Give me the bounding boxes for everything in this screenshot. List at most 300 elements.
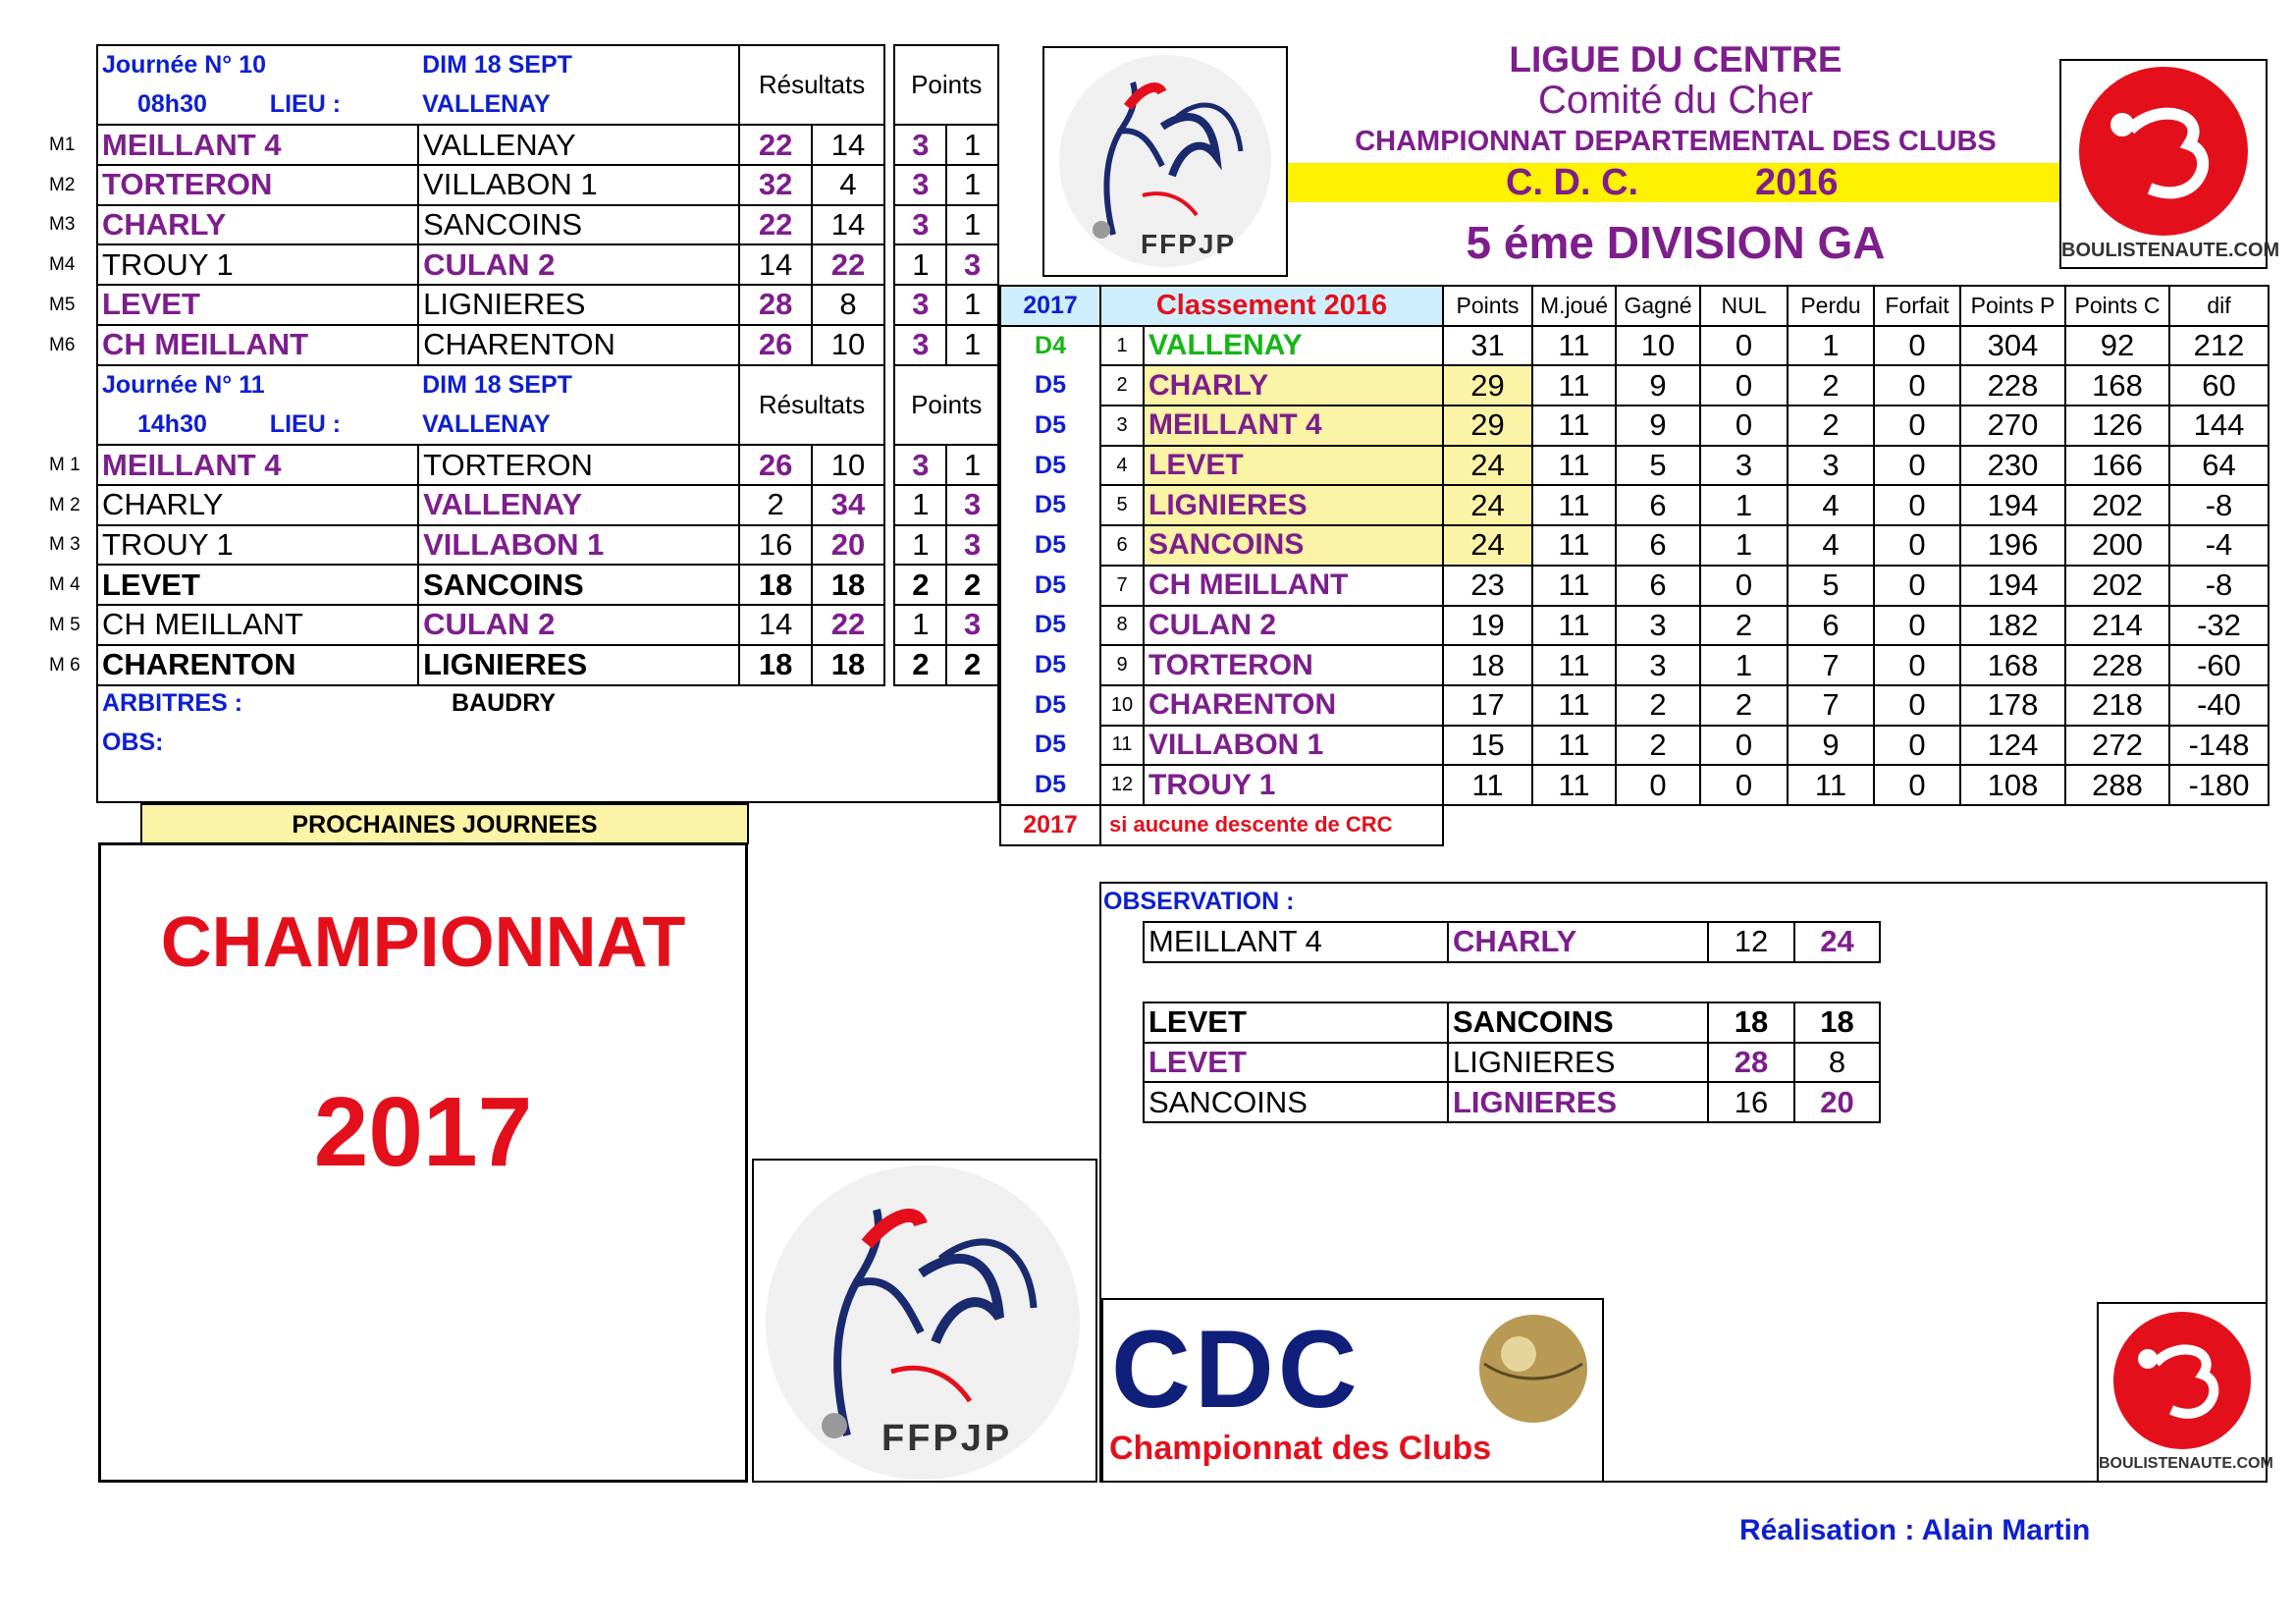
away-score: 14: [812, 205, 884, 245]
journee-11-block: [96, 364, 999, 686]
ranking-pc: 272: [2065, 726, 2169, 766]
home-points: 3: [894, 445, 946, 485]
ranking-rank: 6: [1100, 525, 1144, 566]
petanque-ball-icon: [1474, 1310, 1592, 1428]
championnat-box: [98, 842, 748, 1483]
ranking-points: 19: [1443, 606, 1532, 646]
ligue-title: LIGUE DU CENTRE: [1509, 39, 1842, 80]
away-points: 2: [946, 565, 998, 605]
ranking-points: 18: [1443, 645, 1532, 685]
away-team: CULAN 2: [418, 244, 739, 285]
observation-home: LEVET: [1144, 1043, 1448, 1083]
ranking-n: 0: [1700, 326, 1788, 366]
ranking-team: CHARLY: [1144, 365, 1443, 406]
home-score: 22: [739, 125, 812, 165]
home-points: 3: [894, 325, 946, 365]
away-score: 20: [812, 525, 884, 566]
away-score: 18: [812, 565, 884, 605]
ranking-pc: 288: [2065, 765, 2169, 805]
ranking-division: D5: [1000, 726, 1100, 766]
away-team: VALLENAY: [418, 125, 739, 165]
observation-group-row: [1144, 1002, 1880, 1043]
ranking-g: 3: [1616, 606, 1700, 646]
home-score: 18: [739, 645, 812, 685]
comite-title: Comité du Cher: [1537, 79, 1814, 122]
cdc-logo: [1101, 1298, 1604, 1483]
ranking-team: MEILLANT 4: [1144, 406, 1443, 446]
cdc-label: C. D. C.: [1506, 162, 1639, 203]
home-team: TORTERON: [97, 165, 418, 205]
ranking-rank: 7: [1100, 566, 1144, 606]
ranking-footer-year: 2017: [1000, 805, 1100, 845]
arbitres-name: BAUDRY: [452, 689, 557, 717]
ranking-division: D5: [1000, 525, 1100, 566]
away-points: 1: [946, 205, 998, 245]
ranking-dif: -60: [2169, 645, 2269, 685]
ranking-header-gagne: Gagné: [1616, 286, 1700, 326]
ranking-n: 0: [1700, 765, 1788, 805]
ranking-mj: 11: [1532, 645, 1616, 685]
away-score: 34: [812, 485, 884, 525]
match-row: [97, 165, 998, 205]
ranking-mj: 11: [1532, 326, 1616, 366]
match-id-label: M 4: [49, 574, 80, 596]
away-score: 4: [812, 165, 884, 205]
match-row-labels: [47, 0, 96, 687]
ranking-mj: 11: [1532, 525, 1616, 566]
match-id-label: M 5: [49, 614, 80, 635]
match-row: [97, 125, 998, 165]
match-row: [97, 605, 998, 645]
boulistenaute-logo-top: [2059, 59, 2280, 269]
ranking-mj: 11: [1532, 685, 1616, 726]
boulistenaute-logo-bottom: [2097, 1302, 2273, 1483]
home-score: 32: [739, 165, 812, 205]
ranking-points: 31: [1443, 326, 1532, 366]
observation-score-2: 18: [1794, 1002, 1880, 1043]
ranking-division: D5: [1000, 485, 1100, 525]
ranking-division: D5: [1000, 365, 1100, 406]
ranking-header-points: Points: [1443, 286, 1532, 326]
ranking-pp: 124: [1960, 726, 2065, 766]
home-team: CHARLY: [97, 485, 418, 525]
ranking-f: 0: [1874, 765, 1960, 805]
match-row: [97, 445, 998, 485]
ranking-header-forfait: Forfait: [1874, 286, 1960, 326]
home-score: 28: [739, 285, 812, 325]
ranking-g: 2: [1616, 685, 1700, 726]
observation-score-1: 16: [1708, 1082, 1794, 1122]
match-id-label: M 1: [49, 455, 80, 475]
away-team: VILLABON 1: [418, 165, 739, 205]
arbitres-box: [96, 683, 999, 803]
ranking-dif: -180: [2169, 765, 2269, 805]
ranking-p: 7: [1788, 645, 1874, 685]
ranking-row: [1000, 685, 2269, 726]
away-points: 3: [946, 485, 998, 525]
home-score: 2: [739, 485, 812, 525]
ranking-row: [1000, 606, 2269, 646]
home-score: 26: [739, 325, 812, 365]
ranking-team: TROUY 1: [1144, 765, 1443, 805]
observation-home: MEILLANT 4: [1144, 922, 1448, 962]
ranking-pp: 178: [1960, 685, 2065, 726]
ranking-pp: 182: [1960, 606, 2065, 646]
observation-group-row: [1144, 1043, 1880, 1083]
cdc-year-bar: [1288, 163, 2063, 202]
ranking-row: [1000, 446, 2269, 486]
ranking-row: [1000, 525, 2269, 566]
ranking-dif: 144: [2169, 406, 2269, 446]
ranking-pp: 194: [1960, 485, 2065, 525]
ranking-pc: 228: [2065, 645, 2169, 685]
ranking-f: 0: [1874, 485, 1960, 525]
home-score: 26: [739, 445, 812, 485]
ranking-p: 7: [1788, 685, 1874, 726]
away-team: LIGNIERES: [418, 285, 739, 325]
ranking-p: 1: [1788, 326, 1874, 366]
ranking-mj: 11: [1532, 485, 1616, 525]
ranking-g: 6: [1616, 566, 1700, 606]
ranking-p: 3: [1788, 446, 1874, 486]
home-team: CHARENTON: [97, 645, 418, 685]
away-team: CHARENTON: [418, 325, 739, 365]
home-team: MEILLANT 4: [97, 445, 418, 485]
ranking-team: CULAN 2: [1144, 606, 1443, 646]
ranking-row: [1000, 726, 2269, 766]
journee-10-lieu-label: LIEU :: [269, 90, 342, 119]
home-score: 18: [739, 565, 812, 605]
home-team: TROUY 1: [97, 525, 418, 566]
home-team: CHARLY: [97, 205, 418, 245]
boulistenaute-icon: [2061, 61, 2266, 238]
ranking-header-dif: dif: [2169, 286, 2269, 326]
ranking-division: D5: [1000, 685, 1100, 726]
home-team: LEVET: [97, 565, 418, 605]
journee-10-table: [96, 44, 999, 366]
ranking-division: D5: [1000, 645, 1100, 685]
ranking-division: D5: [1000, 566, 1100, 606]
ranking-col-2017: 2017: [1000, 286, 1100, 326]
championnat-subtitle: CHAMPIONNAT DEPARTEMENTAL DES CLUBS: [1355, 126, 1997, 157]
away-score: 14: [812, 125, 884, 165]
ranking-dif: 64: [2169, 446, 2269, 486]
journee-11-title: Journée N° 11: [102, 371, 265, 400]
ffpjp-logo-bottom: [752, 1159, 1097, 1483]
match-id-label: M2: [49, 174, 76, 195]
away-team: SANCOINS: [418, 565, 739, 605]
observation-score-1: 12: [1708, 922, 1794, 962]
ranking-team: VALLENAY: [1144, 326, 1443, 366]
ranking-rank: 5: [1100, 485, 1144, 525]
ranking-team: VILLABON 1: [1144, 726, 1443, 766]
away-score: 18: [812, 645, 884, 685]
ranking-f: 0: [1874, 566, 1960, 606]
home-points: 3: [894, 125, 946, 165]
away-points: 1: [946, 125, 998, 165]
away-points: 1: [946, 325, 998, 365]
ranking-dif: -8: [2169, 485, 2269, 525]
ranking-footer-note: si aucune descente de CRC: [1100, 805, 1443, 845]
home-team: LEVET: [97, 285, 418, 325]
away-team: TORTERON: [418, 445, 739, 485]
ranking-pc: 166: [2065, 446, 2169, 486]
ffpjp-text-top: FFPJP: [1141, 229, 1237, 259]
observation-row: [1144, 922, 1880, 962]
home-points: 2: [894, 565, 946, 605]
ranking-points: 15: [1443, 726, 1532, 766]
ranking-f: 0: [1874, 645, 1960, 685]
ranking-mj: 11: [1532, 606, 1616, 646]
match-id-label: M4: [49, 254, 76, 276]
away-points: 1: [946, 445, 998, 485]
observation-away: LIGNIERES: [1448, 1043, 1708, 1083]
ranking-pc: 202: [2065, 566, 2169, 606]
ranking-g: 6: [1616, 525, 1700, 566]
ranking-n: 1: [1700, 525, 1788, 566]
ranking-pc: 218: [2065, 685, 2169, 726]
journee-10-date: DIM 18 SEPT: [422, 51, 572, 80]
match-row: [97, 325, 998, 365]
ranking-pc: 92: [2065, 326, 2169, 366]
match-id-label: M 3: [49, 534, 80, 556]
home-team: TROUY 1: [97, 244, 418, 285]
ranking-pp: 270: [1960, 406, 2065, 446]
home-points: 3: [894, 205, 946, 245]
away-points: 1: [946, 165, 998, 205]
journee-10-block: [96, 44, 999, 366]
away-team: LIGNIERES: [418, 645, 739, 685]
ranking-points: 29: [1443, 406, 1532, 446]
ranking-pc: 126: [2065, 406, 2169, 446]
ranking-p: 2: [1788, 365, 1874, 406]
away-points: 3: [946, 605, 998, 645]
ranking-team: LIGNIERES: [1144, 485, 1443, 525]
header-year: 2016: [1755, 162, 1839, 203]
ranking-mj: 11: [1532, 765, 1616, 805]
match-row: [97, 565, 998, 605]
ranking-g: 6: [1616, 485, 1700, 525]
match-id-label: M 2: [49, 494, 80, 515]
home-points: 1: [894, 244, 946, 285]
observation-away: SANCOINS: [1448, 1002, 1708, 1043]
ranking-dif: -148: [2169, 726, 2269, 766]
ranking-p: 5: [1788, 566, 1874, 606]
home-points: 1: [894, 485, 946, 525]
championnat-year: 2017: [313, 1077, 533, 1187]
prochaines-journees-label: PROCHAINES JOURNEES: [140, 803, 749, 844]
ranking-pp: 228: [1960, 365, 2065, 406]
ranking-f: 0: [1874, 685, 1960, 726]
ranking-pp: 230: [1960, 446, 2065, 486]
ranking-row: [1000, 326, 2269, 366]
observation-label: OBSERVATION :: [1103, 888, 1295, 915]
ranking-n: 0: [1700, 365, 1788, 406]
ranking-n: 2: [1700, 685, 1788, 726]
obs-label: OBS:: [102, 729, 164, 756]
cdc-logo-subtitle: Championnat des Clubs: [1109, 1430, 1492, 1467]
ranking-row: [1000, 645, 2269, 685]
championnat-title: CHAMPIONNAT: [160, 903, 686, 982]
away-team: CULAN 2: [418, 605, 739, 645]
observation-score-2: 24: [1794, 922, 1880, 962]
observation-score-1: 18: [1708, 1002, 1794, 1043]
ranking-f: 0: [1874, 326, 1960, 366]
journee-10-title: Journée N° 10: [102, 51, 267, 80]
ranking-p: 4: [1788, 525, 1874, 566]
ranking-block: [999, 285, 2269, 846]
home-points: 1: [894, 525, 946, 566]
ranking-g: 9: [1616, 365, 1700, 406]
home-score: 16: [739, 525, 812, 566]
ranking-mj: 11: [1532, 365, 1616, 406]
ranking-n: 0: [1700, 726, 1788, 766]
credit-text: Réalisation : Alain Martin: [1739, 1514, 2091, 1546]
ranking-g: 5: [1616, 446, 1700, 486]
ranking-dif: 212: [2169, 326, 2269, 366]
observation-home: LEVET: [1144, 1002, 1448, 1043]
ranking-rank: 4: [1100, 446, 1144, 486]
ffpjp-logo-top: [1042, 46, 1288, 277]
journee-11-results-header: Résultats: [739, 365, 884, 445]
ranking-row: [1000, 406, 2269, 446]
ranking-mj: 11: [1532, 566, 1616, 606]
ranking-g: 3: [1616, 645, 1700, 685]
ranking-points: 24: [1443, 525, 1532, 566]
observation-first-table: [1143, 921, 1881, 963]
ranking-pc: 202: [2065, 485, 2169, 525]
ranking-rank: 1: [1100, 326, 1144, 366]
observation-home: SANCOINS: [1144, 1082, 1448, 1122]
ranking-row: [1000, 365, 2269, 406]
away-points: 1: [946, 285, 998, 325]
away-score: 10: [812, 445, 884, 485]
away-points: 2: [946, 645, 998, 685]
ranking-pc: 200: [2065, 525, 2169, 566]
journee-11-table: [96, 364, 999, 686]
ranking-row: [1000, 765, 2269, 805]
match-row: [97, 645, 998, 685]
division-title: 5 éme DIVISION GA: [1466, 217, 1886, 268]
ranking-n: 1: [1700, 645, 1788, 685]
ranking-mj: 11: [1532, 406, 1616, 446]
home-score: 14: [739, 244, 812, 285]
ranking-points: 11: [1443, 765, 1532, 805]
ranking-team: CHARENTON: [1144, 685, 1443, 726]
ranking-division: D4: [1000, 326, 1100, 366]
ranking-division: D5: [1000, 446, 1100, 486]
ranking-rank: 8: [1100, 606, 1144, 646]
ffpjp-text-bottom: FFPJP: [881, 1418, 1013, 1459]
home-points: 3: [894, 285, 946, 325]
away-team: SANCOINS: [418, 205, 739, 245]
ranking-division: D5: [1000, 606, 1100, 646]
away-score: 8: [812, 285, 884, 325]
journee-11-lieu: VALLENAY: [418, 406, 739, 446]
ranking-rank: 2: [1100, 365, 1144, 406]
ranking-dif: -4: [2169, 525, 2269, 566]
match-id-label: M6: [49, 334, 76, 355]
ranking-f: 0: [1874, 726, 1960, 766]
home-points: 2: [894, 645, 946, 685]
ranking-n: 2: [1700, 606, 1788, 646]
match-row: [97, 244, 998, 285]
observation-group-row: [1144, 1082, 1880, 1122]
ranking-g: 2: [1616, 726, 1700, 766]
boulistenaute-text-bottom: BOULISTENAUTE.COM: [2099, 1455, 2273, 1472]
ranking-p: 6: [1788, 606, 1874, 646]
journee-10-results-header: Résultats: [739, 45, 884, 125]
journee-10-points-header: Points: [894, 45, 998, 125]
boulistenaute-icon: [2099, 1304, 2266, 1451]
away-points: 3: [946, 525, 998, 566]
observation-score-2: 8: [1794, 1043, 1880, 1083]
home-score: 22: [739, 205, 812, 245]
ranking-rank: 12: [1100, 765, 1144, 805]
ranking-f: 0: [1874, 365, 1960, 406]
ranking-rank: 3: [1100, 406, 1144, 446]
ranking-rank: 11: [1100, 726, 1144, 766]
observation-score-2: 20: [1794, 1082, 1880, 1122]
ranking-header-mjoue: M.joué: [1532, 286, 1616, 326]
ranking-points: 29: [1443, 365, 1532, 406]
ranking-g: 9: [1616, 406, 1700, 446]
ranking-division: D5: [1000, 406, 1100, 446]
ranking-g: 10: [1616, 326, 1700, 366]
match-id-label: M5: [49, 294, 76, 315]
ranking-g: 0: [1616, 765, 1700, 805]
home-score: 14: [739, 605, 812, 645]
ranking-n: 1: [1700, 485, 1788, 525]
ranking-p: 11: [1788, 765, 1874, 805]
away-points: 3: [946, 244, 998, 285]
ranking-points: 23: [1443, 566, 1532, 606]
observation-group-table: [1143, 1001, 1881, 1123]
ranking-p: 4: [1788, 485, 1874, 525]
ranking-team: CH MEILLANT: [1144, 566, 1443, 606]
ranking-rank: 9: [1100, 645, 1144, 685]
match-row: [97, 205, 998, 245]
away-score: 22: [812, 244, 884, 285]
journee-11-date: DIM 18 SEPT: [422, 371, 572, 400]
ranking-pc: 168: [2065, 365, 2169, 406]
ranking-mj: 11: [1532, 446, 1616, 486]
ranking-pp: 196: [1960, 525, 2065, 566]
ranking-pp: 168: [1960, 645, 2065, 685]
ranking-points: 17: [1443, 685, 1532, 726]
match-id-label: M1: [49, 135, 76, 155]
away-score: 22: [812, 605, 884, 645]
ranking-title: Classement 2016: [1100, 286, 1443, 326]
journee-11-points-header: Points: [894, 365, 998, 445]
observation-away: CHARLY: [1448, 922, 1708, 962]
ranking-row: [1000, 566, 2269, 606]
home-points: 1: [894, 605, 946, 645]
ranking-mj: 11: [1532, 726, 1616, 766]
ranking-n: 0: [1700, 406, 1788, 446]
home-team: CH MEILLANT: [97, 605, 418, 645]
ranking-header-perdu: Perdu: [1788, 286, 1874, 326]
match-id-label: M 6: [49, 654, 80, 676]
ranking-p: 2: [1788, 406, 1874, 446]
away-team: VILLABON 1: [418, 525, 739, 566]
ranking-team: LEVET: [1144, 446, 1443, 486]
journee-10-time: 08h30: [137, 90, 207, 119]
match-id-label: M3: [49, 214, 76, 236]
ranking-header-nul: NUL: [1700, 286, 1788, 326]
observation-away: LIGNIERES: [1448, 1082, 1708, 1122]
ranking-pc: 214: [2065, 606, 2169, 646]
